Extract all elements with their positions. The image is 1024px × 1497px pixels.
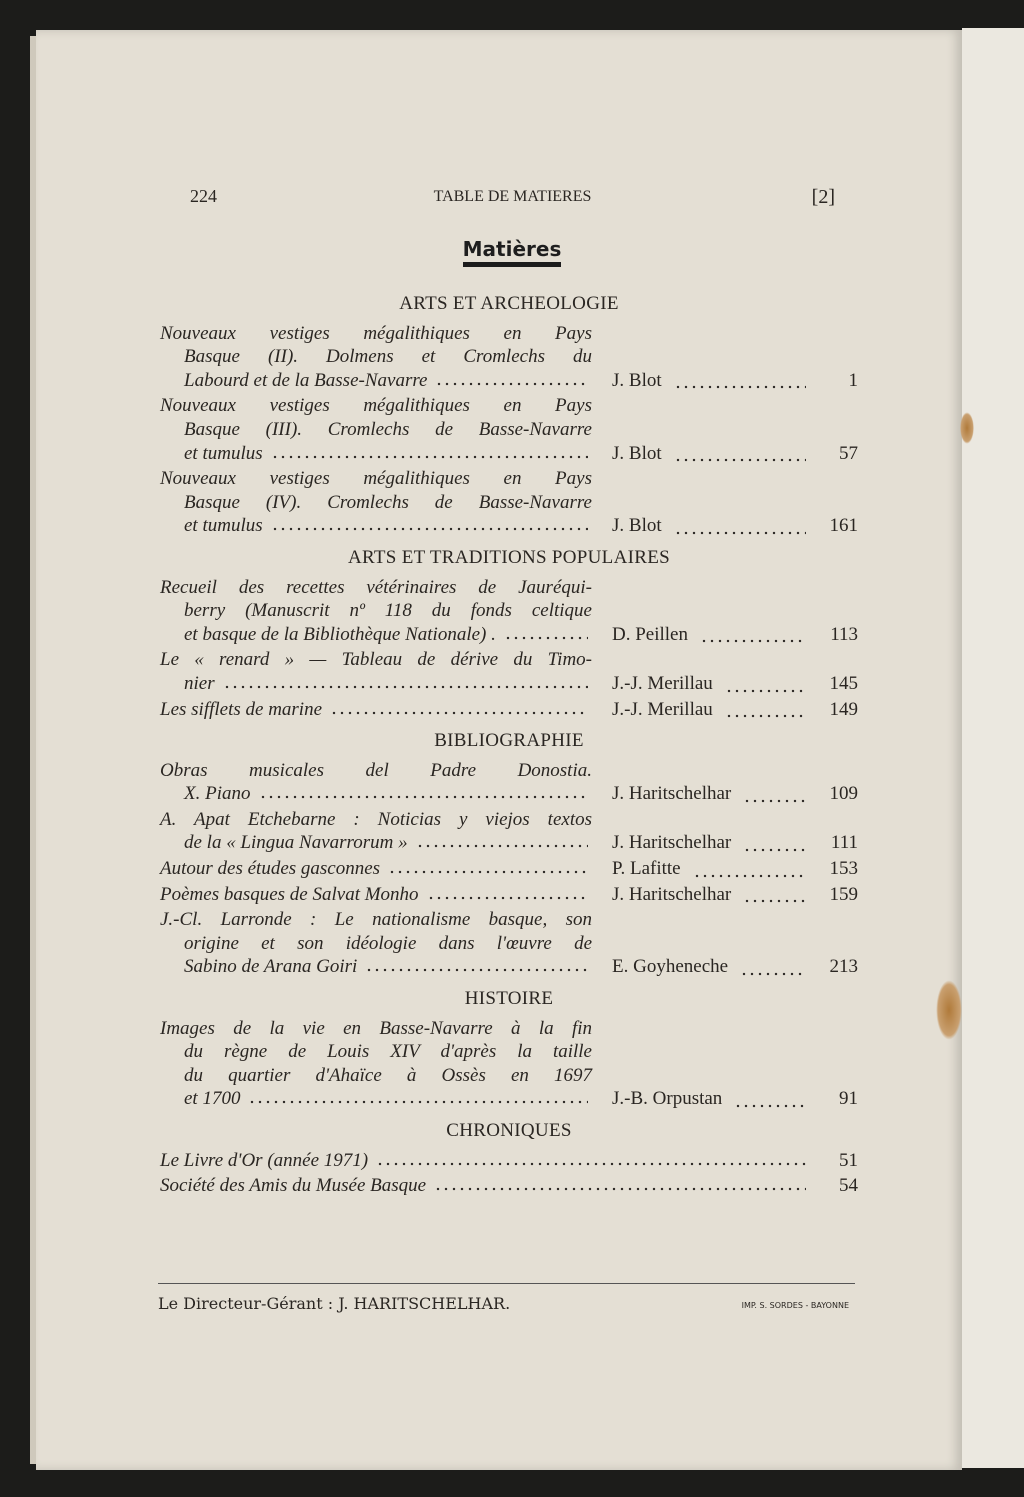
dot-leader <box>248 1087 588 1107</box>
dot-leader <box>674 445 806 465</box>
dot-leader <box>504 623 588 643</box>
title-line <box>160 1040 592 1064</box>
printer-credit: IMP. S. SORDES - BAYONNE <box>741 1301 849 1310</box>
title-line <box>160 672 592 696</box>
title-text: Nouveaux vestiges mégalithiques en Pays <box>160 395 592 417</box>
entry-title <box>160 908 592 979</box>
title-line <box>160 1064 592 1088</box>
title-line <box>160 698 592 722</box>
entry-meta <box>592 1087 858 1111</box>
dot-leader <box>725 676 806 696</box>
author: J. Haritschelhar <box>612 883 732 905</box>
dot-leader <box>271 442 588 462</box>
title-line <box>160 808 592 832</box>
dot-leader <box>743 886 806 906</box>
title-text: Images de la vie en Basse-Navarre à la fin <box>160 1017 592 1039</box>
stain <box>960 412 974 444</box>
page-ref: 1 <box>848 369 858 391</box>
director-credit: Le Directeur-Gérant : J. HARITSCHELHAR. <box>158 1294 511 1313</box>
entry-title <box>160 467 592 538</box>
author: P. Lafitte <box>612 858 681 880</box>
page-ref: 109 <box>829 783 858 805</box>
title-text: Poèmes basques de Salvat Monho <box>160 883 419 905</box>
dot-leader <box>223 672 588 692</box>
entry-title <box>160 698 592 722</box>
entry-meta <box>592 442 858 466</box>
author: J.-B. Orpustan <box>612 1088 723 1110</box>
title-line <box>160 599 592 623</box>
entry-title <box>160 1174 810 1198</box>
title-text: berry (Manuscrit nº 118 du fonds celtique <box>184 600 592 622</box>
title-line <box>160 955 592 979</box>
title-text: Autour des études gasconnes <box>160 858 381 880</box>
entry-title <box>160 648 592 695</box>
dot-leader <box>427 883 588 903</box>
title-line <box>160 418 592 442</box>
toc-entry <box>160 908 858 979</box>
title-text: Le « renard » — Tableau de dérive du Timo- <box>160 649 592 671</box>
title-line <box>160 648 592 672</box>
title-line <box>160 442 592 466</box>
title-text: et tumulus <box>184 515 263 537</box>
section-heading: ARTS ET TRADITIONS POPULAIRES <box>348 546 670 568</box>
page-ref: 54 <box>839 1175 858 1197</box>
entry-title <box>160 322 592 393</box>
page-number: 224 <box>190 186 217 206</box>
title-line <box>160 857 592 881</box>
title-line <box>160 467 592 491</box>
title-text: Le Livre d'Or (année 1971) <box>160 1149 369 1171</box>
entry-title <box>160 394 592 465</box>
page-ref: 149 <box>829 698 858 720</box>
title-text: X. Piano <box>184 783 251 805</box>
page-ref: 213 <box>829 956 858 978</box>
entry-meta <box>592 698 858 722</box>
title-line <box>160 394 592 418</box>
section-heading: HISTOIRE <box>464 988 554 1010</box>
title-line <box>160 623 592 647</box>
running-title: TABLE DE MATIERES <box>433 188 592 205</box>
page-ref: 145 <box>829 672 858 694</box>
entry-meta <box>592 623 858 647</box>
author: J.-J. Merillau <box>612 672 713 694</box>
dot-leader <box>734 1091 806 1111</box>
entry-title <box>160 1017 592 1111</box>
title-text: Société des Amis du Musée Basque <box>160 1175 427 1197</box>
author: J. Blot <box>612 515 662 537</box>
entry-meta <box>592 857 858 881</box>
title-text: Basque (III). Cromlechs de Basse-Navarre <box>184 418 592 440</box>
title-line <box>160 1087 592 1111</box>
dot-leader <box>743 786 806 806</box>
title-line <box>160 576 592 600</box>
entry-title <box>160 1149 810 1173</box>
title-text: J.-Cl. Larronde : Le nationalisme basque, son <box>160 909 592 931</box>
entry-meta <box>592 672 858 696</box>
toc-entry <box>160 759 858 806</box>
author: J. Blot <box>612 442 662 464</box>
issue-number: [2] <box>811 186 835 208</box>
page-ref: 153 <box>829 858 858 880</box>
title-text: Basque (II). Dolmens et Cromlechs du <box>184 346 592 368</box>
section-heading: BIBLIOGRAPHIE <box>434 730 584 752</box>
entry-title <box>160 883 592 907</box>
toc-entry <box>160 1174 858 1198</box>
entry-meta <box>592 831 858 855</box>
title-text: Nouveaux vestiges mégalithiques en Pays <box>160 322 592 344</box>
entry-meta <box>592 514 858 538</box>
title-line <box>160 491 592 515</box>
toc-entry <box>160 648 858 695</box>
dot-leader <box>416 831 588 851</box>
entry-meta <box>592 782 858 806</box>
author: D. Peillen <box>612 623 688 645</box>
title-line <box>160 759 592 783</box>
page-title: Matières <box>463 237 562 267</box>
dot-leader <box>743 835 806 855</box>
title-line <box>160 322 592 346</box>
toc-entry <box>160 576 858 647</box>
page-ref: 51 <box>839 1149 858 1171</box>
page-ref: 161 <box>829 515 858 537</box>
dot-leader <box>725 701 806 721</box>
title-line <box>160 831 592 855</box>
title-text: origine et son idéologie dans l'œuvre de <box>184 932 592 954</box>
section-heading: CHRONIQUES <box>446 1120 572 1141</box>
title-text: A. Apat Etchebarne : Noticias y viejos textos <box>160 808 592 830</box>
toc-entry <box>160 1017 858 1111</box>
section-heading: ARTS ET ARCHEOLOGIE <box>399 293 619 314</box>
toc-entry <box>160 467 858 538</box>
dot-leader <box>388 857 588 877</box>
title-line <box>160 1174 810 1198</box>
title-text: Basque (IV). Cromlechs de Basse-Navarre <box>184 491 592 513</box>
title-text: et tumulus <box>184 442 263 464</box>
entry-meta <box>592 883 858 907</box>
entry-title <box>160 759 592 806</box>
page-title-wrap <box>0 237 1024 261</box>
page-ref: 91 <box>839 1088 858 1110</box>
author: J. Blot <box>612 369 662 391</box>
title-text: nier <box>184 672 215 694</box>
author: J.-J. Merillau <box>612 698 713 720</box>
title-line <box>160 345 592 369</box>
dot-leader <box>674 372 806 392</box>
dot-leader <box>700 626 806 646</box>
dot-leader <box>434 1174 806 1194</box>
toc-entry <box>160 394 858 465</box>
dot-leader <box>365 955 588 975</box>
dot-leader <box>693 861 806 881</box>
stain <box>936 980 962 1040</box>
toc-entry <box>160 1149 858 1173</box>
toc-entry <box>160 808 858 855</box>
title-line <box>160 782 592 806</box>
dot-leader <box>740 959 806 979</box>
page-ref: 159 <box>829 883 858 905</box>
footer <box>158 1283 855 1313</box>
title-line <box>160 514 592 538</box>
dot-leader <box>376 1149 806 1169</box>
page-ref: 57 <box>839 442 858 464</box>
author: J. Haritschelhar <box>612 832 732 854</box>
title-text: de la « Lingua Navarrorum » <box>184 832 408 854</box>
toc-entry <box>160 883 858 907</box>
title-line <box>160 1017 592 1041</box>
title-text: Sabino de Arana Goiri <box>184 956 358 978</box>
dot-leader <box>435 369 588 389</box>
toc-entry <box>160 322 858 393</box>
page-ref: 111 <box>830 832 858 854</box>
entry-title <box>160 808 592 855</box>
dot-leader <box>330 698 588 718</box>
title-line <box>160 369 592 393</box>
title-text: du règne de Louis XIV d'après la taille <box>184 1041 592 1063</box>
entry-title <box>160 857 592 881</box>
title-text: du quartier d'Ahaïce à Ossès en 1697 <box>184 1064 592 1086</box>
entry-title <box>160 576 592 647</box>
author: J. Haritschelhar <box>612 783 732 805</box>
author: E. Goyheneche <box>612 956 729 978</box>
title-text: Labourd et de la Basse-Navarre <box>184 369 428 391</box>
title-text: Nouveaux vestiges mégalithiques en Pays <box>160 468 592 490</box>
table-of-contents <box>160 284 858 1200</box>
title-text: et 1700 <box>184 1088 241 1110</box>
title-line <box>160 908 592 932</box>
title-text: Les sifflets de marine <box>160 698 323 720</box>
title-text: Recueil des recettes vétérinaires de Jauréqui- <box>160 576 592 598</box>
entry-meta <box>592 369 858 393</box>
title-line <box>160 1149 810 1173</box>
page-ref: 113 <box>830 623 858 645</box>
toc-entry <box>160 698 858 722</box>
dot-leader <box>259 782 589 802</box>
dot-leader <box>271 514 588 534</box>
title-text: et basque de la Bibliothèque Nationale) . <box>184 623 496 645</box>
title-text: Obras musicales del Padre Donostia. <box>160 759 592 781</box>
title-line <box>160 883 592 907</box>
entry-meta <box>592 955 858 979</box>
title-line <box>160 932 592 956</box>
dot-leader <box>674 518 806 538</box>
toc-entry <box>160 857 858 881</box>
